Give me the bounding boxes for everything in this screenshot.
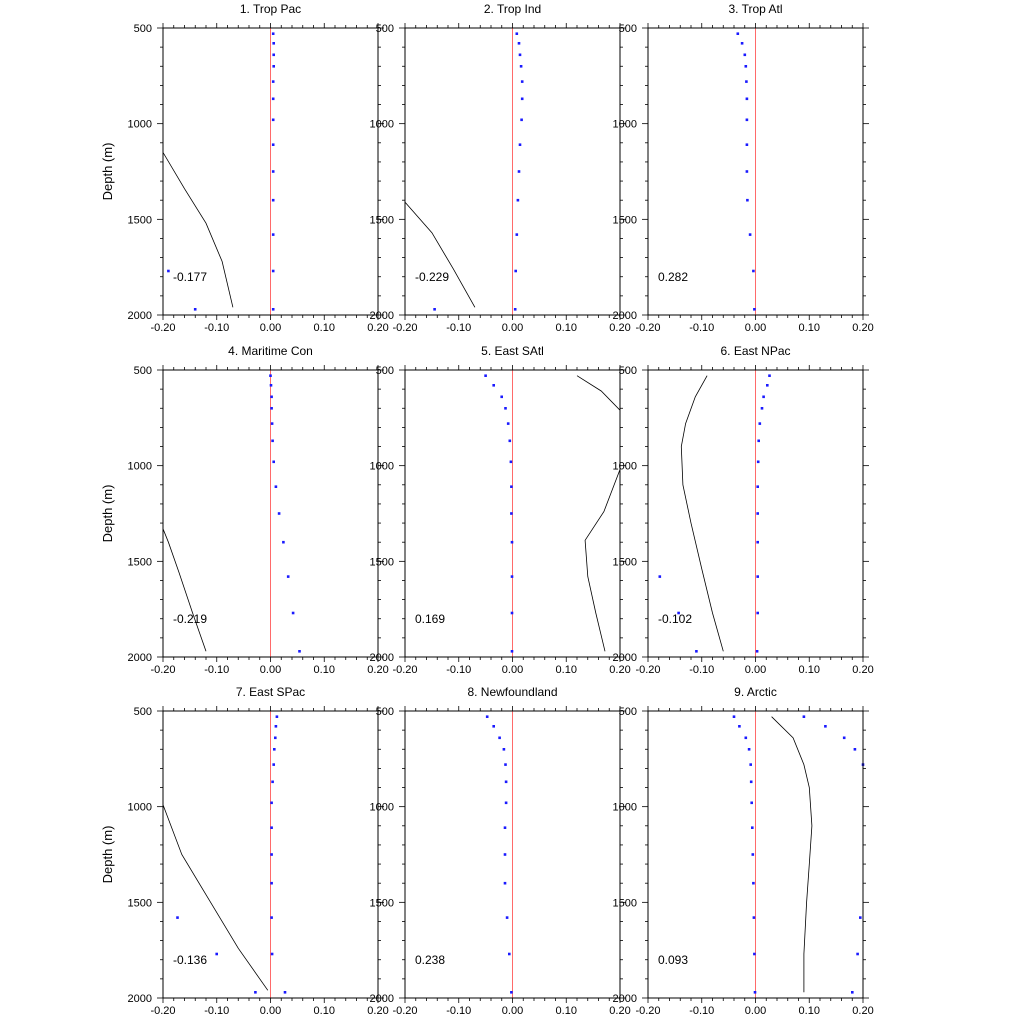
data-point [508,953,511,956]
data-point [754,991,757,994]
data-point [851,991,854,994]
data-point [271,440,274,443]
data-point [762,396,765,399]
data-point [270,396,273,399]
y-axis-label: Depth (m) [100,484,115,543]
data-point [856,953,859,956]
data-point [270,407,273,410]
profile-line [681,376,723,652]
y-tick-label: 1500 [127,556,152,569]
y-tick-label: 2000 [369,993,394,1005]
data-point [745,737,748,740]
data-point [761,407,764,410]
data-point [273,748,276,751]
x-tick-label: 0.00 [501,322,524,334]
x-tick-label: -0.10 [446,1005,472,1017]
data-point [744,54,747,57]
data-point [757,440,760,443]
y-tick-label: 500 [375,365,394,377]
data-point [520,119,523,122]
y-tick-label: 2000 [127,993,152,1005]
data-point [503,748,506,751]
data-point [270,384,273,387]
x-tick-label: -0.20 [392,664,418,676]
data-point [504,882,507,885]
x-tick-label: -0.20 [150,1005,176,1017]
y-tick-label: 500 [375,23,394,35]
x-tick-label: 0.20 [852,322,874,334]
data-point [518,170,521,173]
y-tick-label: 500 [133,23,152,35]
panel-4 [100,344,389,676]
data-point [854,748,857,751]
x-tick-label: 0.10 [313,1005,335,1017]
data-point [269,374,272,377]
panel-annotation: -0.177 [173,270,208,284]
panel-title: 3. Trop Atl [728,2,783,16]
data-point [737,32,740,35]
x-tick-label: -0.10 [689,1005,715,1017]
data-point [695,650,698,653]
y-axis-label: Depth (m) [100,142,115,201]
data-point [750,802,753,805]
y-tick-label: 2000 [369,652,394,664]
data-point [504,407,507,410]
data-point [254,991,257,994]
data-point [492,384,495,387]
data-point [659,575,662,578]
data-point [519,143,522,146]
data-point [270,882,273,885]
x-tick-label: 0.10 [313,322,335,334]
data-point [757,461,760,464]
x-tick-label: -0.10 [446,322,472,334]
data-point [750,781,753,784]
data-point [504,763,507,766]
x-tick-label: 0.20 [367,322,389,334]
data-point [766,384,769,387]
y-tick-label: 1500 [369,214,394,227]
x-tick-label: 0.10 [555,322,577,334]
panel-annotation: 0.169 [415,612,446,626]
profile-line [163,152,233,307]
data-point [748,748,751,751]
data-point [272,80,275,83]
y-tick-label: 1000 [127,460,152,473]
data-point [504,826,507,829]
x-tick-label: 0.20 [852,1005,874,1017]
data-point [500,396,503,399]
data-point [749,233,752,236]
data-point [506,916,509,919]
data-point [751,826,754,829]
data-point [752,853,755,856]
x-tick-label: 0.00 [259,664,282,676]
x-tick-label: -0.20 [635,322,661,334]
panel-annotation: 0.093 [658,953,689,967]
y-tick-label: 1500 [612,214,637,227]
panel-9 [613,685,874,1017]
data-point [272,233,275,236]
data-point [492,725,495,728]
data-point [272,143,275,146]
data-point [843,737,846,740]
x-tick-label: 0.00 [259,322,282,334]
y-tick-label: 500 [618,365,637,377]
data-point [746,170,749,173]
x-tick-label: -0.10 [689,322,715,334]
panel-title: 7. East SPac [235,685,306,699]
panel-title: 4. Maritime Con [228,344,313,358]
x-tick-label: 0.10 [313,664,335,676]
y-tick-label: 1000 [369,460,394,473]
x-tick-label: 0.20 [609,664,631,676]
data-point [756,650,759,653]
data-point [514,308,517,311]
data-point [271,781,274,784]
panel-annotation: -0.102 [658,612,693,626]
data-point [745,65,748,68]
data-point [270,802,273,805]
x-tick-label: 0.10 [555,1005,577,1017]
data-point [507,422,510,425]
x-tick-label: 0.20 [609,322,631,334]
data-point [275,485,278,488]
panel-3 [613,2,874,334]
data-point [511,650,514,653]
panel-annotation: 0.282 [658,270,689,284]
x-tick-label: -0.20 [150,664,176,676]
data-point [270,826,273,829]
y-tick-label: 1500 [612,897,637,910]
x-tick-label: 0.00 [744,322,767,334]
panel-title: 6. East NPac [720,344,791,358]
panel-title: 1. Trop Pac [239,2,302,16]
x-tick-label: -0.20 [392,322,418,334]
data-point [505,781,508,784]
y-tick-label: 1500 [369,897,394,910]
y-tick-label: 1500 [127,897,152,910]
data-point [167,270,170,273]
x-tick-label: -0.20 [150,322,176,334]
y-tick-label: 2000 [612,652,637,664]
data-point [753,953,756,956]
data-point [521,80,524,83]
data-point [520,65,523,68]
data-point [433,308,436,311]
data-point [746,98,749,101]
data-point [859,916,862,919]
data-point [270,916,273,919]
data-point [510,485,513,488]
x-tick-label: -0.10 [689,664,715,676]
data-point [741,42,744,45]
data-point [272,65,275,68]
data-point [749,763,752,766]
y-tick-label: 1000 [127,801,152,814]
y-tick-label: 1000 [369,801,394,814]
data-point [510,991,513,994]
data-point [272,42,275,45]
y-tick-label: 1500 [369,556,394,569]
panel-7 [100,685,389,1017]
x-tick-label: 0.10 [798,322,820,334]
data-point [278,512,281,515]
data-point [510,512,513,515]
x-tick-label: -0.20 [392,1005,418,1017]
y-tick-label: 1500 [127,214,152,227]
y-tick-label: 2000 [127,652,152,664]
y-tick-label: 500 [133,706,152,718]
x-tick-label: 0.20 [367,1005,389,1017]
data-point [746,199,749,202]
data-point [272,170,275,173]
x-tick-label: 0.10 [798,1005,820,1017]
data-point [759,422,762,425]
data-point [756,541,759,544]
y-tick-label: 500 [618,23,637,35]
x-tick-label: -0.10 [446,664,472,676]
x-tick-label: 0.10 [555,664,577,676]
y-tick-label: 2000 [612,310,637,322]
profile-line [163,529,206,652]
x-tick-label: -0.20 [635,664,661,676]
data-point [484,374,487,377]
data-point [272,308,275,311]
x-tick-label: 0.00 [501,1005,524,1017]
data-point [511,575,514,578]
data-point [516,233,519,236]
data-point [824,725,827,728]
data-point [298,650,301,653]
data-point [282,541,285,544]
data-point [753,916,756,919]
panel-annotation: 0.238 [415,953,446,967]
panel-5 [370,344,631,676]
y-tick-label: 2000 [369,310,394,322]
data-point [519,54,522,57]
x-tick-label: 0.00 [259,1005,282,1017]
data-point [756,612,759,615]
profile-line [772,717,812,993]
data-point [756,485,759,488]
data-point [516,32,519,35]
data-point [272,54,275,57]
x-tick-label: 0.20 [609,1005,631,1017]
data-point [498,737,501,740]
panel-8 [370,685,631,1017]
y-tick-label: 500 [618,706,637,718]
data-point [270,853,273,856]
x-tick-label: 0.00 [744,1005,767,1017]
x-tick-label: -0.10 [204,322,230,334]
data-point [272,461,275,464]
data-point [756,512,759,515]
y-tick-label: 1000 [612,118,637,131]
data-point [275,725,278,728]
x-tick-label: 0.20 [852,664,874,676]
y-tick-label: 1000 [369,118,394,131]
data-point [504,853,507,856]
panel-annotation: -0.219 [173,612,208,626]
data-point [746,119,749,122]
y-tick-label: 500 [375,706,394,718]
panel-title: 8. Newfoundland [467,685,558,699]
data-point [746,143,749,146]
x-tick-label: -0.10 [204,664,230,676]
data-point [271,422,274,425]
data-point [756,575,759,578]
data-point [753,308,756,311]
y-tick-label: 1000 [612,801,637,814]
x-tick-label: 0.00 [744,664,767,676]
data-point [514,270,517,273]
data-point [271,953,274,956]
data-point [752,882,755,885]
data-point [768,374,771,377]
data-point [752,270,755,273]
data-point [272,98,275,101]
data-point [510,461,513,464]
data-point [505,802,508,805]
data-point [518,42,521,45]
data-point [292,612,295,615]
data-point [272,199,275,202]
data-point [176,916,179,919]
y-tick-label: 1000 [612,460,637,473]
data-point [272,270,275,273]
y-tick-label: 1500 [612,556,637,569]
data-point [511,541,514,544]
data-point [272,119,275,122]
x-tick-label: -0.20 [635,1005,661,1017]
panel-title: 9. Arctic [734,685,777,699]
x-tick-label: 0.00 [501,664,524,676]
data-point [745,80,748,83]
data-point [274,737,277,740]
y-axis-label: Depth (m) [100,825,115,884]
x-tick-label: -0.10 [204,1005,230,1017]
data-point [272,32,275,35]
data-point [803,715,806,718]
data-point [511,612,514,615]
panel-6 [613,344,874,676]
x-tick-label: 0.10 [798,664,820,676]
x-tick-label: 0.20 [367,664,389,676]
data-point [517,199,520,202]
y-tick-label: 2000 [127,310,152,322]
data-point [276,715,279,718]
y-tick-label: 1000 [127,118,152,131]
profile-line [405,202,475,307]
y-tick-label: 2000 [612,993,637,1005]
data-point [215,953,218,956]
data-point [486,715,489,718]
panel-1 [100,2,389,334]
data-point [287,575,290,578]
panel-annotation: -0.136 [173,953,208,967]
data-point [521,98,524,101]
profile-line [577,376,620,652]
panel-annotation: -0.229 [415,270,450,284]
y-tick-label: 500 [133,365,152,377]
data-point [733,715,736,718]
data-point [272,763,275,766]
panel-title: 5. East SAtl [481,344,544,358]
data-point [194,308,197,311]
panel-2 [370,2,631,334]
data-point [284,991,287,994]
data-point [738,725,741,728]
panel-title: 2. Trop Ind [483,2,542,16]
data-point [509,440,512,443]
